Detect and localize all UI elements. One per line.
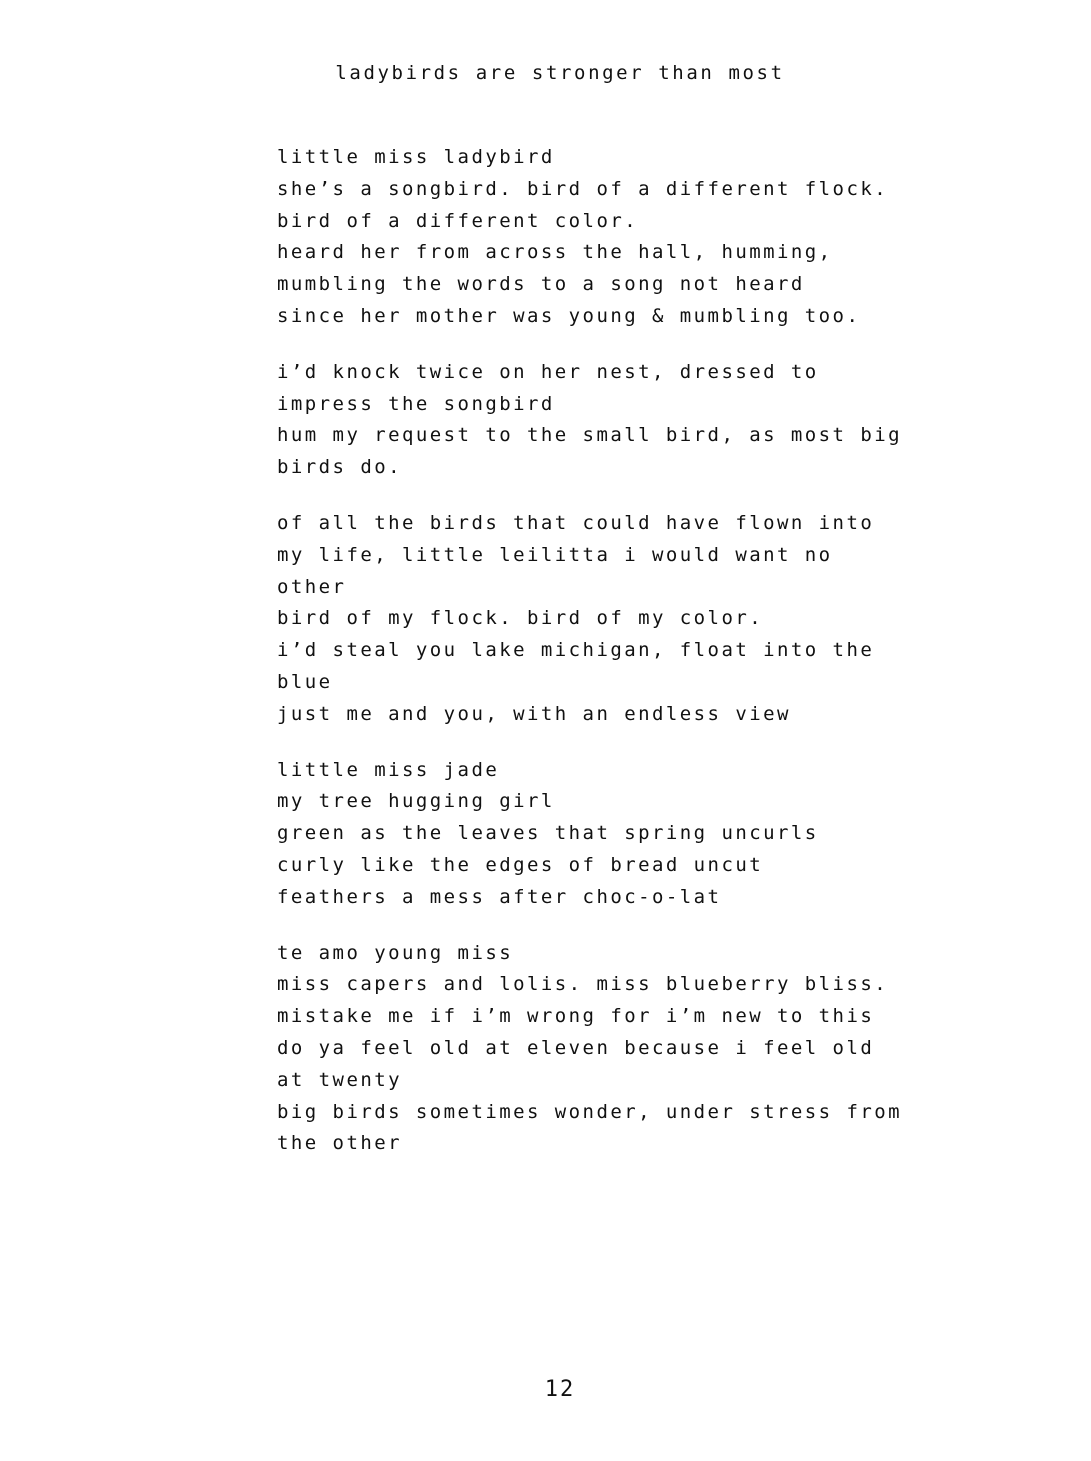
poem-line: big birds sometimes wonder, under stress from <box>277 1100 903 1123</box>
stanza-2 <box>277 357 997 484</box>
poem-line: of all the birds that could have flown into <box>277 511 875 534</box>
stanza-3 <box>277 508 997 731</box>
page-number: 12 <box>544 1377 576 1402</box>
poem-line: the other <box>277 1132 403 1155</box>
poem-body <box>277 142 997 1184</box>
poem-line: te amo young miss <box>277 941 514 964</box>
poem-line: impress the songbird <box>277 392 555 415</box>
stanza-4 <box>277 755 997 914</box>
poem-line: other <box>277 575 347 598</box>
poem-line: blue <box>277 670 333 693</box>
poem-line: i’d steal you lake michigan, float into the <box>277 639 875 662</box>
poem-line: mistake me if i’m wrong for i’m new to this <box>277 1005 875 1028</box>
poem-line: just me and you, with an endless view <box>277 702 791 725</box>
poem-line: miss capers and lolis. miss blueberry bliss. <box>277 973 889 996</box>
poem-line: i’d knock twice on her nest, dressed to <box>277 360 819 383</box>
poem-line: birds do. <box>277 456 403 479</box>
poem-line: mumbling the words to a song not heard <box>277 273 805 296</box>
poem-line: my life, little leilitta i would want no <box>277 543 833 566</box>
poem-line: heard her from across the hall, humming, <box>277 241 833 264</box>
stanza-5 <box>277 938 997 1161</box>
poem-line: she’s a songbird. bird of a different flock. <box>277 177 889 200</box>
poem-line: feathers a mess after choc-o-lat <box>277 885 722 908</box>
poem-line: bird of my flock. bird of my color. <box>277 607 764 630</box>
poem-title: ladybirds are stronger than most <box>335 62 785 84</box>
stanza-1 <box>277 142 997 333</box>
poem-line: hum my request to the small bird, as most big <box>277 424 903 447</box>
poem-line: since her mother was young & mumbling too. <box>277 304 861 327</box>
poem-line: my tree hugging girl <box>277 790 555 813</box>
poem-line: curly like the edges of bread uncut <box>277 853 764 876</box>
poem-line: green as the leaves that spring uncurls <box>277 822 819 845</box>
poem-line: do ya feel old at eleven because i feel old <box>277 1036 875 1059</box>
poem-line: at twenty <box>277 1068 403 1091</box>
poem-line: little miss jade <box>277 758 500 781</box>
poem-line: bird of a different color. <box>277 209 639 232</box>
poem-line: little miss ladybird <box>277 146 555 168</box>
